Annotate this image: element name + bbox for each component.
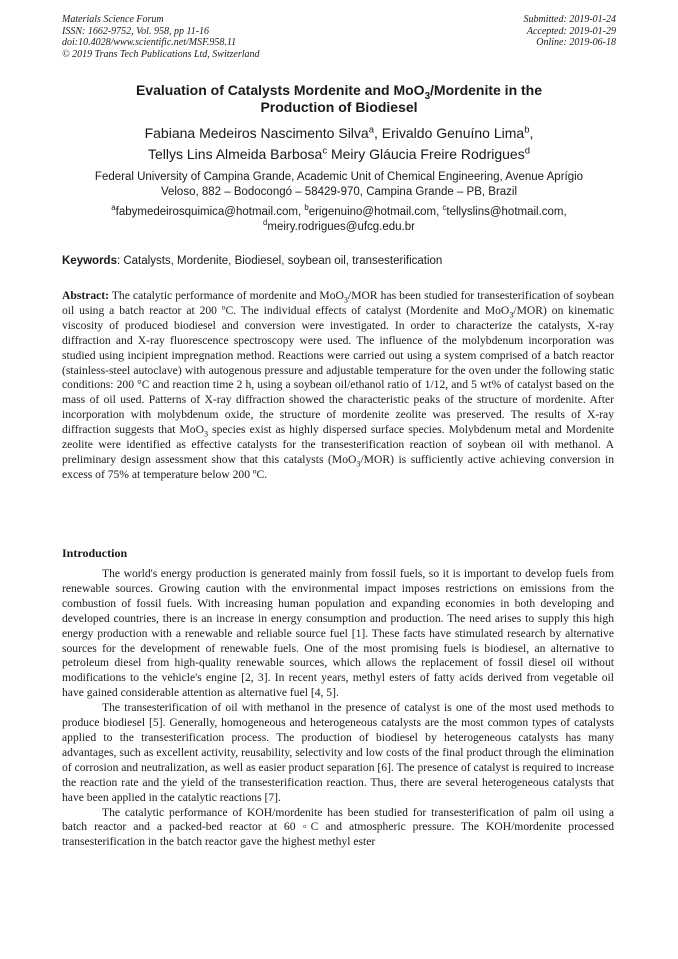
affiliation-line: Veloso, 882 – Bodocongó – 58429-970, Campina Grande – PB, Brazil xyxy=(160,186,518,198)
abstract-subscript: 3 xyxy=(356,459,361,469)
abstract-text: The catalytic performance of mordenite and MoO xyxy=(109,289,344,302)
email-link[interactable]: erigenuino@hotmail.com, xyxy=(308,206,443,218)
journal-copyright: © 2019 Trans Tech Publications Ltd, Switzerland xyxy=(62,48,260,60)
author-list xyxy=(62,123,616,165)
abstract-text: /MOR has been studied for transesterification of soybean oil using a batch reactor at 200 ºC. The individual effects of catalyst (Mordenite and MoO xyxy=(62,289,614,317)
author-name: Fabiana Medeiros Nascimento Silva xyxy=(144,125,369,141)
abstract-subscript: 3 xyxy=(203,429,209,439)
abstract-subscript: 3 xyxy=(343,295,348,305)
paragraph: The transesterification of oil with methanol in the presence of catalyst is one of the most used methods to produce biodiesel [5]. Generally, homogeneous and heterogeneous catalysts are the most common types of catalysts applied to the transesterification process. The production of biodiesel by heterogeneous catalysts has many advantages, such as excellent activity, reusability, selectivity and low costs of the final product through the elimination of corrosion and neutralization, as well as easier product separation [6]. The presence of catalyst is required to increase the reaction rate and the yield of the transesterification reaction. Thus, there are several heterogeneous catalysts that have been applied in the catalytic reactions [7]. xyxy=(62,701,614,804)
submission-dates xyxy=(524,14,617,49)
email-marker: a xyxy=(111,203,116,213)
journal-doi[interactable]: doi:10.4028/www.scientific.net/MSF.958.11 xyxy=(62,37,237,48)
email-link[interactable]: tellyslins@hotmail.com, xyxy=(446,206,567,218)
affiliation-line: Federal University of Campina Grande, Academic Unit of Chemical Engineering, Avenue Aprígio xyxy=(94,171,584,183)
abstract xyxy=(62,289,614,483)
submitted-date: Submitted: 2019-01-24 xyxy=(523,14,616,25)
keywords xyxy=(62,254,616,269)
abstract-subscript: 3 xyxy=(509,310,514,320)
author-name: Meiry Gláucia Freire Rodrigues xyxy=(327,146,525,162)
introduction-body xyxy=(62,567,614,850)
abstract-text: /MOR) on kinematic viscosity of produced biodiesel and conversion were investigated. In order to characterize the catalysts, X-ray diffraction and X-ray fluorescence spectroscopy were used. The influence of the molybdenum incorporation was studied using incipient impregnation method. Reactions were carried out using a system comprised of a batch reactor (stainless-steel autoclave) with autogenous pressure and adjustable temperature for the oven under the following static conditions: 200 °C and reaction time 2 h, using a soybean oil/ethanol ratio of 1/12, and 5 wt% of catalyst based on the mass of oil used. Patterns of X-ray diffraction showed the characteristic peaks of the structure of mordenite. After incorporation with molybdenum oxide, the structure of mordenite zeolite was preserved. The results of X-ray diffraction suggests that MoO xyxy=(62,303,614,437)
abstract-text: /MOR) is sufficiently active achieving conversion in excess of 75% at temperature below 200 ºC. xyxy=(62,452,614,481)
author-separator: , xyxy=(529,125,534,141)
keywords-label: Keywords xyxy=(62,255,117,267)
journal-name: Materials Science Forum xyxy=(62,14,164,25)
affiliation xyxy=(62,170,616,200)
abstract-label: Abstract: xyxy=(62,289,110,302)
paragraph: The world's energy production is generated mainly from fossil fuels, so it is important to develop fuels from renewable sources. Growing caution with the environmental impact imposes restrictions on emissions from the combustion of fossil fuels. With increasing human population and expanding economies in both developing and developed countries, there is an increase in energy consumption and production. The need arises to supply this high energy production with a renewable and reliable source fuel [1]. These facts have stimulated research by alternative sources for the development of renewable fuels. One of the most promising fuels is biodiesel, an alternative to petroleum diesel from high-quality renewable sources, which allows the replacement of fossil diesel oil without modifications to the vehicle's engine [2, 3]. In recent years, methyl esters of fatty acids derived from vegetable oil have gained considerable attention as alternative fuel [4, 5]. xyxy=(62,567,614,700)
author-name: Tellys Lins Almeida Barbosa xyxy=(148,146,323,162)
paper-title xyxy=(62,82,616,116)
email-marker: c xyxy=(442,203,447,213)
section-heading-introduction: Introduction xyxy=(62,546,128,560)
email-link[interactable]: fabymedeirosquimica@hotmail.com, xyxy=(115,206,305,218)
email-marker: d xyxy=(263,218,268,228)
abstract-text: species exist as highly dispersed surface species. Molybdenum metal and Mordenite zeolite were identified as effective catalysts for the transesterification reaction of soybean oil with methanol. A preliminary design assessment show that this catalysts (MoO xyxy=(62,423,614,466)
author-emails xyxy=(62,205,616,235)
keywords-text: : Catalysts, Mordenite, Biodiesel, soybean oil, transesterification xyxy=(116,255,443,267)
journal-info xyxy=(62,14,260,60)
author-marker: d xyxy=(524,145,530,157)
email-marker: b xyxy=(304,203,309,213)
accepted-date: Accepted: 2019-01-29 xyxy=(526,25,616,37)
title-text-cont: /Mordenite in the xyxy=(430,82,543,98)
author-separator: , xyxy=(374,125,382,141)
author-marker: c xyxy=(322,145,328,157)
paragraph: The catalytic performance of KOH/mordenite has been studied for transesterification of palm oil using a batch reactor and a packed-bed reactor at 60 ◦C and atmospheric pressure. The KOH/mordenite processed transesterification in the batch reactor gave the highest methyl ester xyxy=(62,805,614,849)
author-marker: a xyxy=(368,124,374,136)
journal-issn: ISSN: 1662-9752, Vol. 958, pp 11-16 xyxy=(62,25,210,37)
author-name: Erivaldo Genuíno Lima xyxy=(381,125,525,141)
title-line-2: Production of Biodiesel xyxy=(260,99,418,115)
title-subscript: 3 xyxy=(424,90,431,102)
author-marker: b xyxy=(524,124,530,136)
title-text: Evaluation of Catalysts Mordenite and MoO xyxy=(135,82,425,98)
online-date: Online: 2019-06-18 xyxy=(536,37,616,48)
email-link[interactable]: meiry.rodrigues@ufcg.edu.br xyxy=(267,221,415,233)
